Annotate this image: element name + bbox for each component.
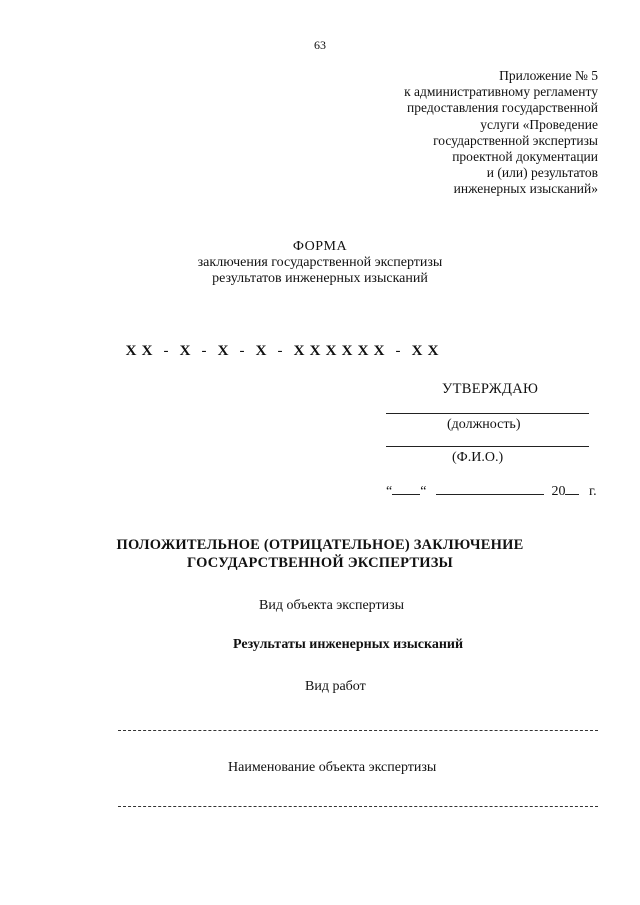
name-signature-line [386,446,589,447]
conclusion-heading-line: ГОСУДАРСТВЕННОЙ ЭКСПЕРТИЗЫ [187,555,453,571]
conclusion-heading [0,536,640,572]
approval-title: УТВЕРЖДАЮ [442,381,539,397]
appendix-line: инженерных изысканий» [453,181,598,197]
work-type-fill-line [118,730,598,731]
object-name-label: Наименование объекта экспертизы [228,760,437,775]
approval-date-row [386,480,597,500]
name-caption: (Ф.И.О.) [452,450,504,465]
conclusion-heading-line: ПОЛОЖИТЕЛЬНОЕ (ОТРИЦАТЕЛЬНОЕ) ЗАКЛЮЧЕНИЕ [116,537,524,553]
year-blank [565,480,579,495]
code-placeholder: Х [255,343,267,359]
appendix-line: государственной экспертизы [433,132,598,148]
form-title: ФОРМА [292,239,348,254]
code-placeholder: Х [309,343,321,359]
date-quote-open: “ [386,484,393,499]
position-caption: (должность) [447,417,521,432]
code-placeholder: Х [411,343,423,359]
date-quote-close: “ [420,484,427,499]
code-separator: - [201,343,207,359]
object-type-value: Результаты инженерных изысканий [233,637,464,652]
page-number: 63 [314,38,326,52]
code-placeholder: Х [141,343,153,359]
code-placeholder: Х [357,343,369,359]
appendix-line: Приложение № 5 [499,68,598,83]
appendix-line: проектной документации [452,149,598,165]
day-blank [392,480,420,495]
form-subtitle-line: заключения государственной экспертизы [197,255,443,270]
code-placeholder: Х [373,343,385,359]
code-placeholder: Х [341,343,353,359]
code-placeholder: Х [125,343,137,359]
year-suffix: г. [588,484,597,499]
form-header [0,239,640,287]
appendix-line: услуги «Проведение [480,116,598,132]
code-placeholder: Х [217,343,229,359]
appendix-line: к административному регламенту [404,84,598,100]
month-blank [436,480,544,495]
conclusion-code-template [123,343,441,360]
year-prefix: 20 [551,484,566,499]
position-signature-line [386,413,589,414]
code-separator: - [163,343,169,359]
code-separator: - [277,343,283,359]
appendix-note [278,68,598,198]
code-separator: - [239,343,245,359]
code-placeholder: Х [325,343,337,359]
code-separator: - [395,343,401,359]
appendix-line: предоставления государственной [407,100,598,116]
work-type-label: Вид работ [305,679,366,694]
code-placeholder: Х [179,343,191,359]
code-placeholder: Х [293,343,305,359]
form-subtitle-line: результатов инженерных изысканий [212,271,428,286]
code-placeholder: Х [427,343,439,359]
object-name-fill-line [118,806,598,807]
appendix-line: и (или) результатов [486,165,598,181]
object-type-label: Вид объекта экспертизы [259,598,405,613]
